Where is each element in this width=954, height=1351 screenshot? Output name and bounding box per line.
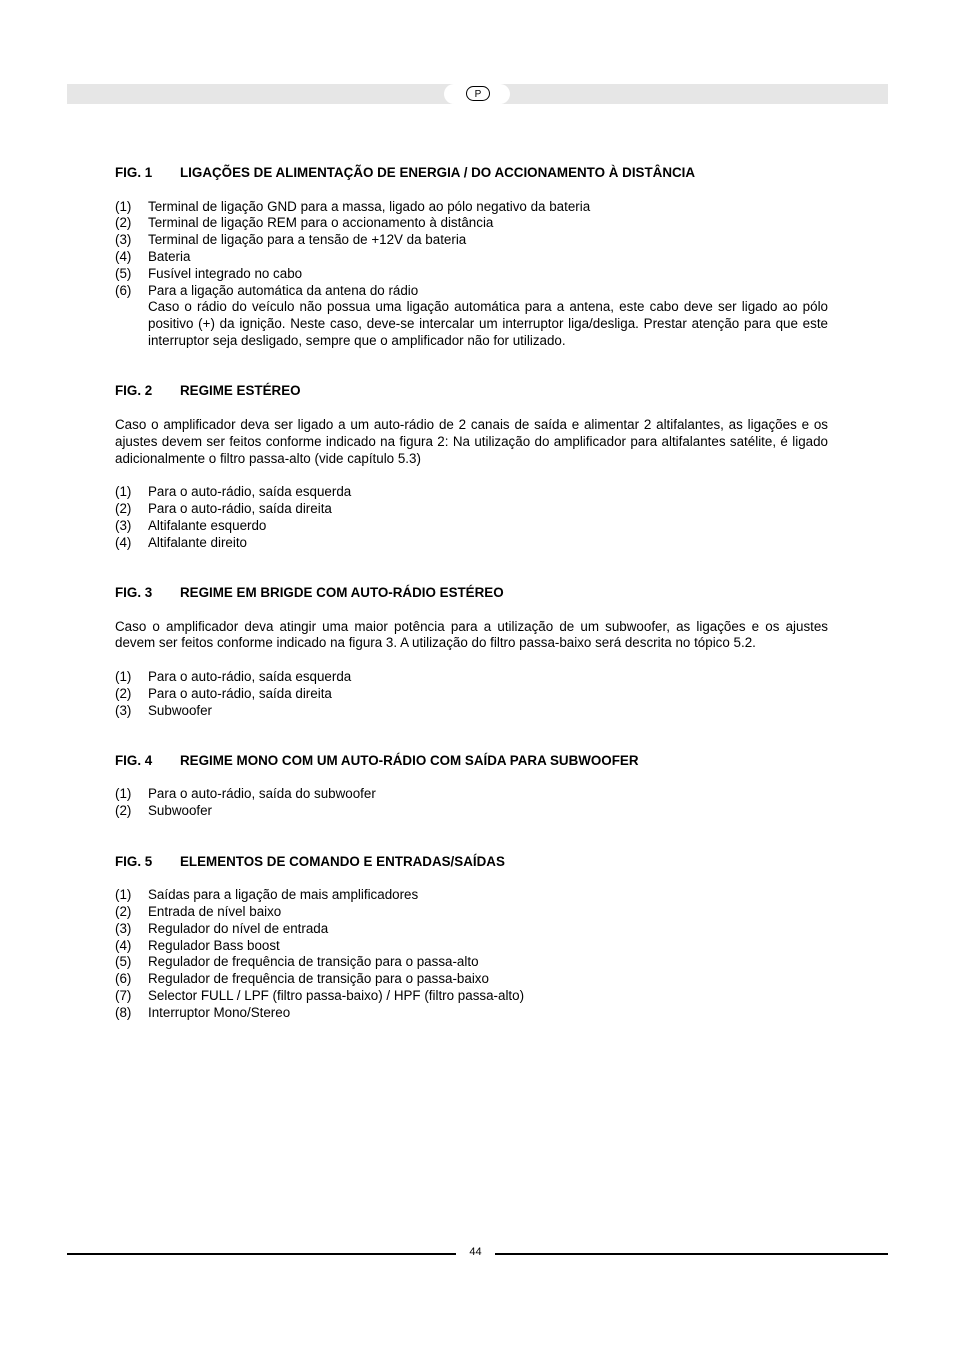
item-number: (3) [115,920,132,936]
page-number: 44 [469,1246,482,1258]
item-text-block [148,786,828,803]
list-item [115,703,828,720]
item-text-block [148,988,828,1005]
list-item [115,669,828,686]
item-number: (6) [115,282,132,298]
section-fig-4 [115,753,828,854]
item-text-block [148,518,828,535]
item-number: (3) [115,517,132,533]
list-item [115,535,828,552]
item-number: (4) [115,534,132,550]
list-item [115,887,828,904]
list-item [115,484,828,501]
list-item [115,215,828,232]
section-heading [115,165,828,182]
item-text-block [148,215,828,232]
section-fig-1 [115,165,828,383]
item-number: (2) [115,500,132,516]
item-text: Terminal de ligação GND para a massa, ligado ao pólo negativo da bateria [148,198,591,214]
list-item [115,988,828,1005]
item-text: Regulador do nível de entrada [148,920,329,936]
item-text-block [148,501,828,518]
list-item [115,266,828,283]
item-text: Interruptor Mono/Stereo [148,1004,291,1020]
section-heading [115,854,828,871]
figure-label: FIG. 2 [115,383,153,399]
item-number: (5) [115,265,132,281]
item-text-block [148,887,828,904]
item-text: Para o auto-rádio, saída esquerda [148,668,352,684]
item-text: Fusível integrado no cabo [148,265,303,281]
item-text-block [148,535,828,552]
list-item [115,1005,828,1022]
item-text-block [148,938,828,955]
list-item [115,971,828,988]
item-text-block [148,199,828,216]
document-body [115,165,828,1022]
list-item [115,803,828,820]
list-item [115,954,828,971]
item-number: (1) [115,198,132,214]
list-item [115,283,828,350]
list-item [115,199,828,216]
item-text-block [148,283,828,350]
item-number: (7) [115,988,132,1004]
item-number: (3) [115,232,132,248]
item-text: Bateria [148,248,191,264]
item-number: (3) [115,702,132,718]
item-text-block [148,803,828,820]
item-text-block [148,249,828,266]
item-list [115,887,828,1021]
figure-label: FIG. 4 [115,752,153,768]
item-text: Terminal de ligação para a tensão de +12V da bateria [148,232,467,248]
section-title: REGIME EM BRIGDE COM AUTO-RÁDIO ESTÉREO [180,584,504,600]
section-title: REGIME MONO COM UM AUTO-RÁDIO COM SAÍDA PARA SUBWOOFER [180,752,639,768]
item-number: (8) [115,1004,132,1020]
list-item [115,249,828,266]
item-number: (4) [115,937,132,953]
footer-rule-left [67,1253,456,1255]
item-text: Para o auto-rádio, saída direita [148,500,332,516]
item-text-block [148,1005,828,1022]
item-text-block [148,971,828,988]
item-number: (2) [115,215,132,231]
item-number: (6) [115,971,132,987]
item-text-block [148,921,828,938]
item-text-block [148,484,828,501]
item-text-block [148,669,828,686]
list-item [115,786,828,803]
item-text: Para o auto-rádio, saída direita [148,685,332,701]
section-title: ELEMENTOS DE COMANDO E ENTRADAS/SAÍDAS [180,853,505,869]
item-note: Caso o rádio do veículo não possua uma ligação automática para a antena, este cabo deve ser ligado ao pólo positivo (+) da ignição. Neste caso, deve-se intercalar um interruptor liga/desliga. Prestar atenção para que este interruptor seja desligado, sempre que o amplificador não for utilizado. [148,299,828,348]
item-text: Altifalante direito [148,534,247,550]
item-text-block [148,686,828,703]
list-item [115,921,828,938]
section-fig-3 [115,585,828,753]
list-item [115,686,828,703]
item-number: (1) [115,887,132,903]
item-text: Para o auto-rádio, saída esquerda [148,484,352,500]
item-text: Saídas para a ligação de mais amplificadores [148,887,419,903]
item-text: Regulador de frequência de transição para o passa-alto [148,954,479,970]
item-text-block [148,904,828,921]
item-number: (1) [115,484,132,500]
list-item [115,501,828,518]
list-item [115,518,828,535]
figure-label: FIG. 5 [115,853,153,869]
list-item [115,232,828,249]
figure-label: FIG. 3 [115,584,153,600]
item-text: Terminal de ligação REM para o accionamento à distância [148,215,494,231]
item-text: Selector FULL / LPF (filtro passa-baixo) / HPF (filtro passa-alto) [148,988,525,1004]
item-number: (4) [115,248,132,264]
section-title: REGIME ESTÉREO [180,383,301,399]
item-text: Regulador de frequência de transição para o passa-baixo [148,971,489,987]
item-list [115,786,828,820]
item-text: Subwoofer [148,702,213,718]
item-text: Entrada de nível baixo [148,904,282,920]
item-number: (2) [115,904,132,920]
section-heading [115,585,828,602]
footer-rule-right [495,1253,888,1255]
item-number: (1) [115,668,132,684]
item-text: Subwoofer [148,803,213,819]
item-text: Para o auto-rádio, saída do subwoofer [148,786,376,802]
language-badge: P [466,86,490,101]
section-title: LIGAÇÕES DE ALIMENTAÇÃO DE ENERGIA / DO ACCIONAMENTO À DISTÂNCIA [180,165,696,180]
section-heading [115,753,828,770]
item-number: (2) [115,803,132,819]
item-text-block [148,703,828,720]
list-item [115,904,828,921]
item-text-block [148,266,828,283]
item-list [115,199,828,350]
item-text-block [148,954,828,971]
item-number: (1) [115,786,132,802]
section-fig-2 [115,383,828,585]
item-number: (2) [115,685,132,701]
item-number: (5) [115,954,132,970]
figure-label: FIG. 1 [115,165,153,180]
section-intro: Caso o amplificador deva ser ligado a um auto-rádio de 2 canais de saída e alimentar 2 altifalantes, as ligações e os ajustes devem ser feitos conforme indicado na figura 2: Na utilização do amplificador para altifalantes satélite, é ligado adicionalmente o filtro passa-alto (vide capítulo 5.3) [115,416,828,466]
item-text: Para a ligação automática da antena do rádio [148,282,419,298]
section-heading [115,383,828,400]
item-list [115,669,828,719]
item-text: Regulador Bass boost [148,937,280,953]
item-text-block [148,232,828,249]
list-item [115,938,828,955]
section-fig-5 [115,854,828,1022]
section-intro: Caso o amplificador deva atingir uma maior potência para a utilização de um subwoofer, as ligações e os ajustes devem ser feitos conforme indicado na figura 3. A utilização do filtro passa-baixo será descrita no tópico 5.2. [115,618,828,651]
item-list [115,484,828,551]
item-text: Altifalante esquerdo [148,517,267,533]
